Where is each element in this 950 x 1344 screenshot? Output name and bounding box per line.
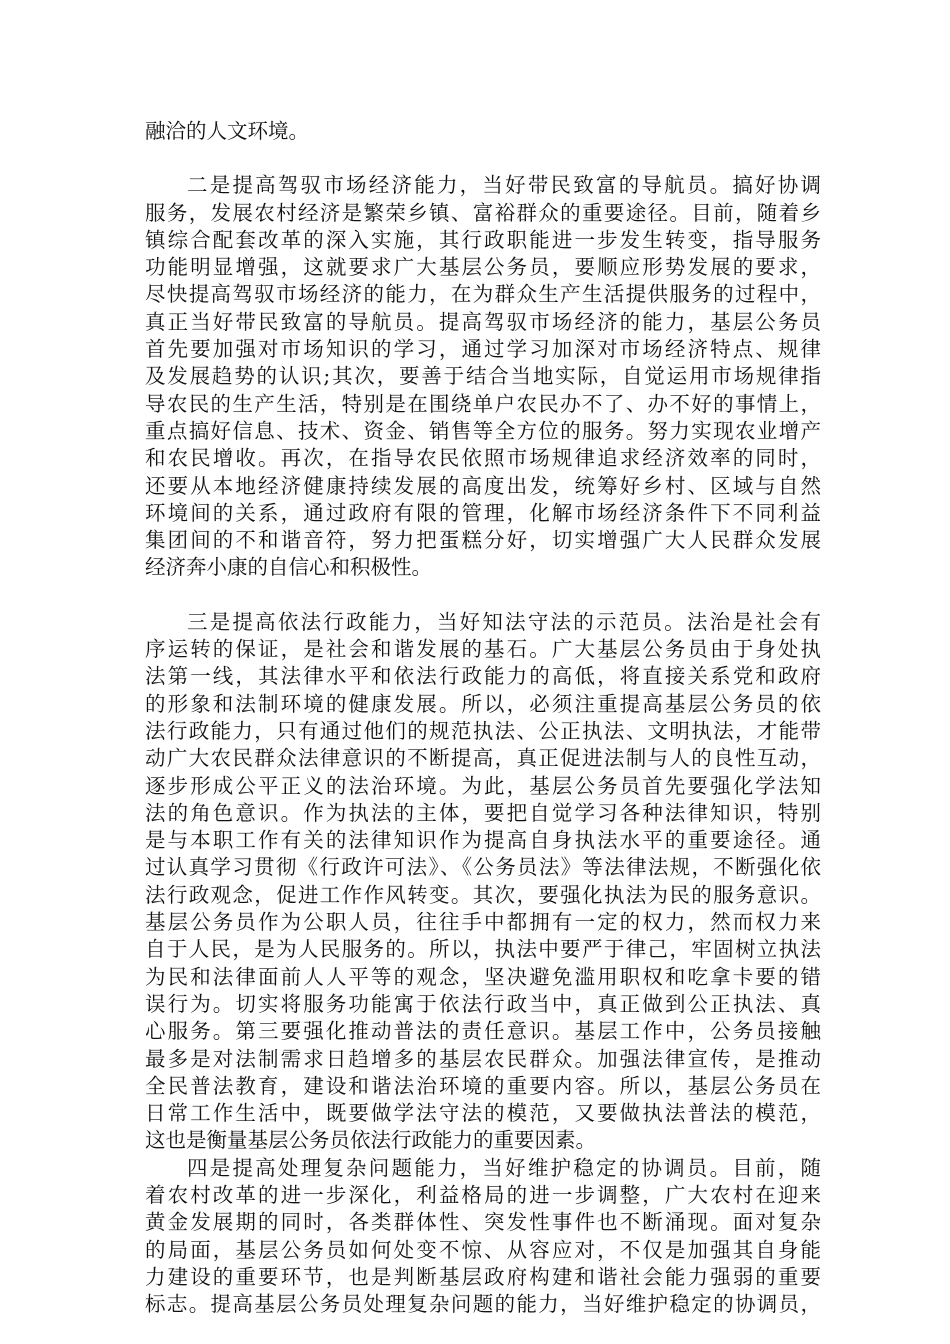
- text-line: 二是提高驾驭市场经济能力，当好带民致富的导航员。搞好协调: [187, 173, 821, 198]
- text-line: 功能明显增强，这就要求广大基层公务员，要顺应形势发展的要求，: [145, 255, 821, 280]
- text-line: 为民和法律面前人人平等的观念，坚决避免滥用职权和吃拿卡要的错: [145, 964, 821, 989]
- text-line: 首先要加强对市场知识的学习，通过学习加深对市场经济特点、规律: [145, 337, 821, 362]
- text-line: 着农村改革的进一步深化，利益格局的进一步调整，广大农村在迎来: [145, 1182, 821, 1207]
- text-line: 重点搞好信息、技术、资金、销售等全方位的服务。努力实现农业增产: [145, 418, 821, 443]
- paragraph-continuation: [145, 118, 821, 145]
- text-line: 经济奔小康的自信心和积极性。: [145, 555, 432, 580]
- text-line: 四是提高处理复杂问题能力，当好维护稳定的协调员。目前，随: [187, 1155, 821, 1180]
- text-line: 序运转的保证，是社会和谐发展的基石。广大基层公务员由于身处执: [145, 637, 821, 662]
- text-line: 最多是对法制需求日趋增多的基层农民群众。加强法律宣传，是推动: [145, 1046, 821, 1071]
- text-line: 过认真学习贯彻《行政许可法》、《公务员法》等法律法规，不断强化依: [145, 855, 821, 880]
- text-line: 及发展趋势的认识;其次，要善于结合当地实际，自觉运用市场规律指: [145, 364, 821, 389]
- text-line: 力建设的重要环节，也是判断基层政府构建和谐社会能力强弱的重要: [145, 1264, 821, 1289]
- text-line: 法行政观念，促进工作作风转变。其次，要强化执法为民的服务意识。: [145, 882, 821, 907]
- text-line: 融洽的人文环境。: [145, 119, 309, 143]
- paragraph-gap: [145, 145, 821, 172]
- paragraph-market-economy: [145, 172, 821, 581]
- text-line: 尽快提高驾驭市场经济的能力，在为群众生产生活提供服务的过程中，: [145, 282, 821, 307]
- text-line: 法的角色意识。作为执法的主体，要把自觉学习各种法律知识，特别: [145, 800, 821, 825]
- text-line: 环境间的关系，通过政府有限的管理，化解市场经济条件下不同利益: [145, 500, 821, 525]
- text-line: 集团间的不和谐音符，努力把蛋糕分好，切实增强广大人民群众发展: [145, 528, 821, 553]
- text-line: 服务，发展农村经济是繁荣乡镇、富裕群众的重要途径。目前，随着乡: [145, 200, 821, 225]
- text-line: 和农民增收。再次，在指导农民依照市场规律追求经济效率的同时，: [145, 446, 821, 471]
- text-line: 这也是衡量基层公务员依法行政能力的重要因素。: [145, 1128, 596, 1153]
- text-line: 基层公务员作为公职人员，往往手中都拥有一定的权力，然而权力来: [145, 910, 821, 935]
- text-line: 全民普法教育，建设和谐法治环境的重要内容。所以，基层公务员在: [145, 1073, 821, 1098]
- text-line: 的形象和法制环境的健康发展。所以，必须注重提高基层公务员的依: [145, 691, 821, 716]
- text-line: 日常工作生活中，既要做学法守法的模范，又要做执法普法的模范，: [145, 1101, 821, 1126]
- text-line: 误行为。切实将服务功能寓于依法行政当中，真正做到公正执法、真: [145, 991, 821, 1016]
- text-line: 三是提高依法行政能力，当好知法守法的示范员。法治是社会有: [187, 609, 821, 634]
- text-line: 标志。提高基层公务员处理复杂问题的能力，当好维护稳定的协调员，: [145, 1292, 821, 1317]
- document-page: [145, 118, 821, 1318]
- text-line: 还要从本地经济健康持续发展的高度出发，统筹好乡村、区域与自然: [145, 473, 821, 498]
- paragraph-gap: [145, 582, 821, 609]
- text-line: 黄金发展期的同时，各类群体性、突发性事件也不断涌现。面对复杂: [145, 1210, 821, 1235]
- paragraph-rule-of-law: [145, 609, 821, 1155]
- text-line: 导农民的生产生活，特别是在围绕单户农民办不了、办不好的事情上，: [145, 391, 821, 416]
- text-line: 镇综合配套改革的深入实施，其行政职能进一步发生转变，指导服务: [145, 227, 821, 252]
- paragraph-complex-problems: [145, 1155, 821, 1319]
- text-line: 自于人民，是为人民服务的。所以，执法中要严于律己，牢固树立执法: [145, 937, 821, 962]
- text-line: 法第一线，其法律水平和依法行政能力的高低，将直接关系党和政府: [145, 664, 821, 689]
- text-line: 是与本职工作有关的法律知识作为提高自身执法水平的重要途径。通: [145, 828, 821, 853]
- text-line: 动广大农民群众法律意识的不断提高，真正促进法制与人的良性互动，: [145, 746, 821, 771]
- text-line: 的局面，基层公务员如何处变不惊、从容应对，不仅是加强其自身能: [145, 1237, 821, 1262]
- text-line: 逐步形成公平正义的法治环境。为此，基层公务员首先要强化学法知: [145, 773, 821, 798]
- text-line: 真正当好带民致富的导航员。提高驾驭市场经济的能力，基层公务员: [145, 309, 821, 334]
- text-line: 法行政能力，只有通过他们的规范执法、公正执法、文明执法，才能带: [145, 718, 821, 743]
- text-line: 心服务。第三要强化推动普法的责任意识。基层工作中，公务员接触: [145, 1019, 821, 1044]
